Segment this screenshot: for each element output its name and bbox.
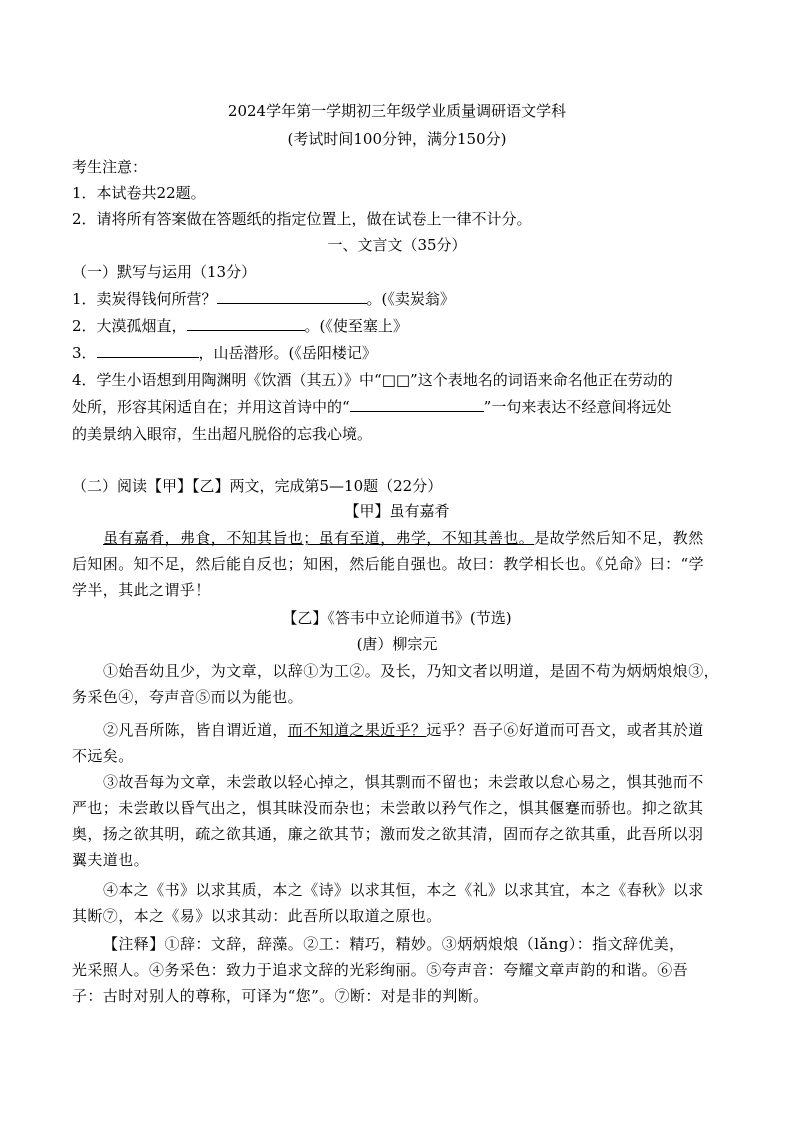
question-3-prefix: 3．: [72, 344, 97, 362]
yi-para-2-line-1: ②凡吾所陈，皆自谓近道，而不知道之果近乎？远乎？吾子⑥好道而可吾文，或者其於道: [103, 721, 704, 739]
answer-blank-3: [97, 343, 199, 358]
question-2-suffix: 。(《使至塞上》: [304, 317, 408, 335]
answer-blank-2: [187, 316, 305, 331]
notes-line-1: 【注释】①辞：文辞，辞藻。②工：精巧，精妙。③炳炳烺烺（lǎng）：指文辞优美，: [103, 935, 685, 953]
notes-line-3: 子：古时对别人的尊称，可译为“您”。⑦断：对是非的判断。: [72, 987, 489, 1005]
yi-para-1-line-1: ①始吾幼且少，为文章，以辞①为工②。及长，乃知文者以明道，是固不苟为炳炳烺烺③，: [103, 662, 720, 680]
question-2-prefix: 2．大漠孤烟直，: [72, 317, 187, 335]
notice-item-2: 2．请将所有答案做在答题纸的指定位置上，做在试卷上一律不计分。: [72, 210, 532, 228]
passage-jia-line-1: 虽有嘉肴，弗食，不知其旨也；虽有至道，弗学，不知其善也。是故学然后知不足，教然: [103, 529, 704, 547]
part-1-title: （一）默写与运用（13分）: [72, 263, 257, 281]
passage-yi-author: (唐）柳宗元: [356, 635, 438, 653]
answer-blank-1: [217, 289, 367, 304]
question-1-prefix: 1．卖炭得钱何所营？: [72, 290, 217, 308]
question-1-suffix: 。(《卖炭翁》: [366, 290, 455, 308]
part-2-title: （二）阅读【甲】【乙】两文，完成第5—10题（22分）: [72, 477, 443, 495]
question-1: [72, 289, 455, 309]
question-3-suffix: ，山岳潜形。(《岳阳楼记》: [198, 344, 377, 362]
yi-para-2-line-2: 不远矣。: [72, 747, 134, 765]
question-4-line-1: 4．学生小语想到用陶渊明《饮酒（其五）》中“□□”这个表地名的词语来命名他正在劳动的: [72, 371, 673, 389]
passage-jia-line-3: 学半，其此之谓乎！: [72, 581, 211, 599]
exam-title: 2024学年第一学期初三年级学业质量调研语文学科: [227, 102, 567, 120]
passage-yi-title: 【乙】《答韦中立论师道书》(节选): [282, 609, 512, 627]
question-4-line-3: 的美景纳入眼帘，生出超凡脱俗的忘我心境。: [72, 425, 373, 443]
question-3: [72, 343, 377, 363]
notes-line-2: 光采照人。④务采色：致力于追求文辞的光彩绚丽。⑤夸声音：夸耀文章声韵的和谐。⑥吾: [72, 961, 689, 979]
notice-item-1: 1．本试卷共22题。: [72, 184, 206, 202]
question-4-line-2: 处所，形容其闲适自在；并用这首诗中的“ ”一句来表达不经意间将远处: [72, 398, 672, 416]
yi-para-4-line-1: ④本之《书》以求其质，本之《诗》以求其恒，本之《礼》以求其宜，本之《春秋》以求: [103, 881, 704, 899]
passage-jia-line-2: 后知困。知不足，然后能自反也；知困，然后能自强也。故曰：教学相长也。《兑命》曰：“学: [72, 555, 704, 573]
underlined-sentence: 虽有嘉肴，弗食，不知其旨也；虽有至道，弗学，不知其善也。: [103, 529, 535, 547]
section-1-title: 一、文言文（35分）: [327, 236, 467, 254]
yi-para-1-line-2: 务采色④，夸声音⑤而以为能也。: [72, 688, 304, 706]
yi-para-3-line-2: 严也；未尝敢以昏气出之，惧其昧没而杂也；未尝敢以矜气作之，惧其偃蹇而骄也。抑之欲其: [72, 799, 704, 817]
exam-subtitle: (考试时间100分钟，满分150分): [287, 130, 507, 148]
answer-blank-4: [350, 397, 484, 412]
yi-para-4-line-2: 其断⑦，本之《易》以求其动：此吾所以取道之原也。: [72, 907, 442, 925]
question-2: [72, 316, 408, 336]
yi-para-3-line-3: 奥，扬之欲其明，疏之欲其通，廉之欲其节；激而发之欲其清，固而存之欲其重，此吾所以羽: [72, 825, 704, 843]
underlined-question: 而不知道之果近乎？: [287, 721, 427, 739]
notice-heading: 考生注意：: [72, 158, 148, 176]
yi-para-3-line-1: ③故吾每为文章，未尝敢以轻心掉之，惧其剽而不留也；未尝敢以怠心易之，惧其弛而不: [103, 773, 704, 791]
passage-jia-title: 【甲】虽有嘉肴: [344, 502, 450, 520]
yi-para-3-line-4: 翼夫道也。: [72, 851, 150, 869]
